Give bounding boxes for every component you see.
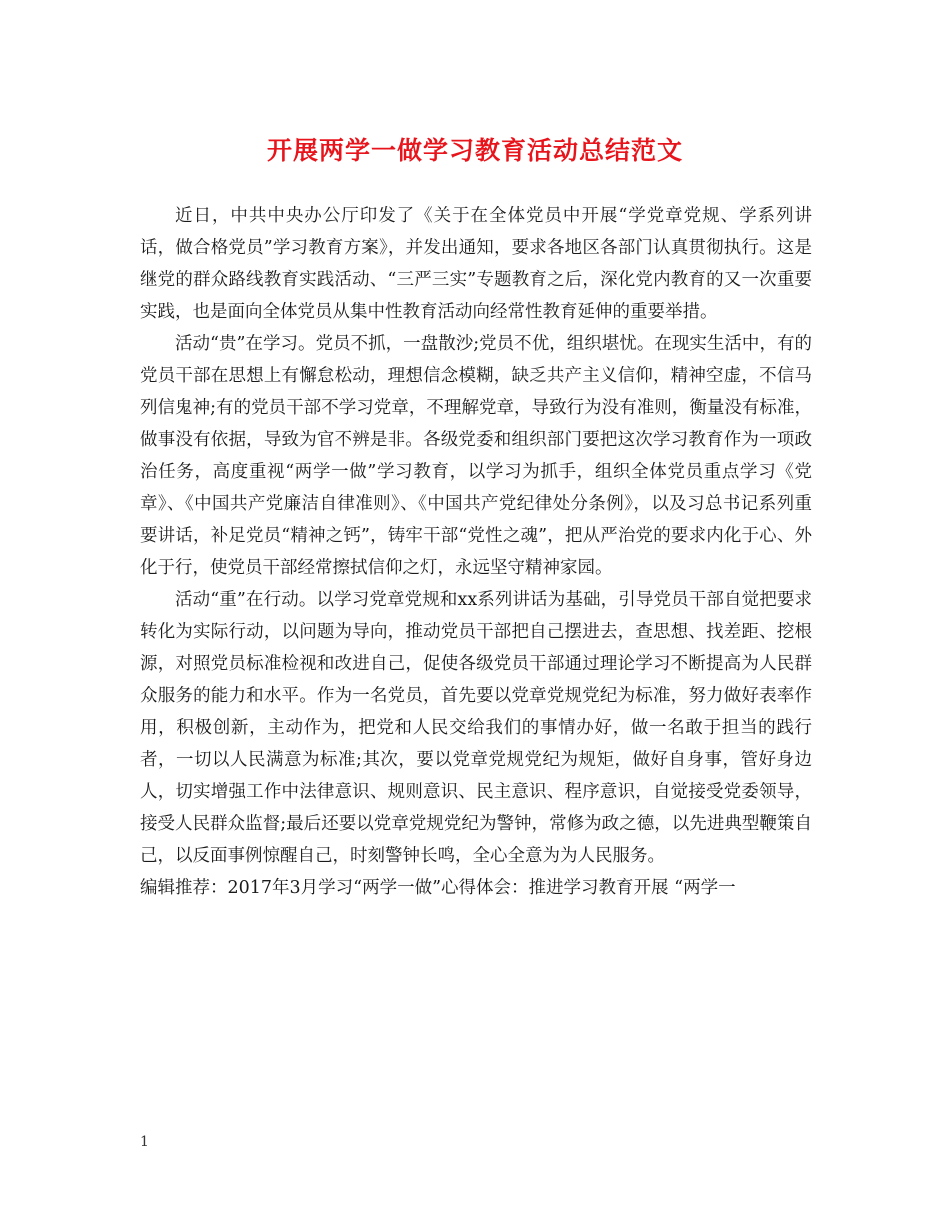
document-body [140,200,812,904]
editor-recommendation: 编辑推荐：2017年3月学习“两学一做”心得体会：推进学习教育开展 “两学一 [140,878,736,898]
paragraph-intro: 近日，中共中央办公厅印发了《关于在全体党员中开展“学党章党规、学系列讲话，做合格党员”学习教育方案》，并发出通知，要求各地区各部门认真贯彻执行。这是继党的群众路线教育实践活动、“三严三实”专题教育之后，深化党内教育的又一次重要实践，也是面向全体党员从集中性教育活动向经常性教育延伸的重要举措。 [140,206,812,322]
document-title: 开展两学一做学习教育活动总结范文 [266,136,683,165]
page-number: 1 [140,1134,149,1150]
paragraph-action: 活动“重”在行动。以学习党章党规和xx系列讲话为基础，引导党员干部自觉把要求转化为实际行动，以问题为导向，推动党员干部把自己摆进去，查思想、找差距、挖根源，对照党员标准检视和改进自己，促使各级党员干部通过理论学习不断提高为人民群众服务的能力和水平。作为一名党员，首先要以党章党规党纪为标准，努力做好表率作用，积极创新，主动作为，把党和人民交给我们的事情办好，做一名敢于担当的践行者，一切以人民满意为标准;其次，要以党章党规党纪为规矩，做好自身事，管好身边人，切实增强工作中法律意识、规则意识、民主意识、程序意识，自觉接受党委领导，接受人民群众监督;最后还要以党章党规党纪为警钟，常修为政之德，以先进典型鞭策自己，以反面事例惊醒自己，时刻警钟长鸣，全心全意为为人民服务。 [140,590,812,866]
paragraph-study: 活动“贵”在学习。党员不抓，一盘散沙;党员不优，组织堪忧。在现实生活中，有的党员干部在思想上有懈怠松动，理想信念模糊，缺乏共产主义信仰，精神空虚，不信马列信鬼神;有的党员干部不学习党章，不理解党章，导致行为没有准则，衡量没有标准，做事没有依据，导致为官不辨是非。各级党委和组织部门要把这次学习教育作为一项政治任务，高度重视“两学一做”学习教育，以学习为抓手，组织全体党员重点学习《党章》、《中国共产党廉洁自律准则》、《中国共产党纪律处分条例》，以及习总书记系列重要讲话，补足党员“精神之钙”，铸牢干部“党性之魂”，把从严治党的要求内化于心、外化于行，使党员干部经常擦拭信仰之灯，永远坚守精神家园。 [140,334,812,578]
